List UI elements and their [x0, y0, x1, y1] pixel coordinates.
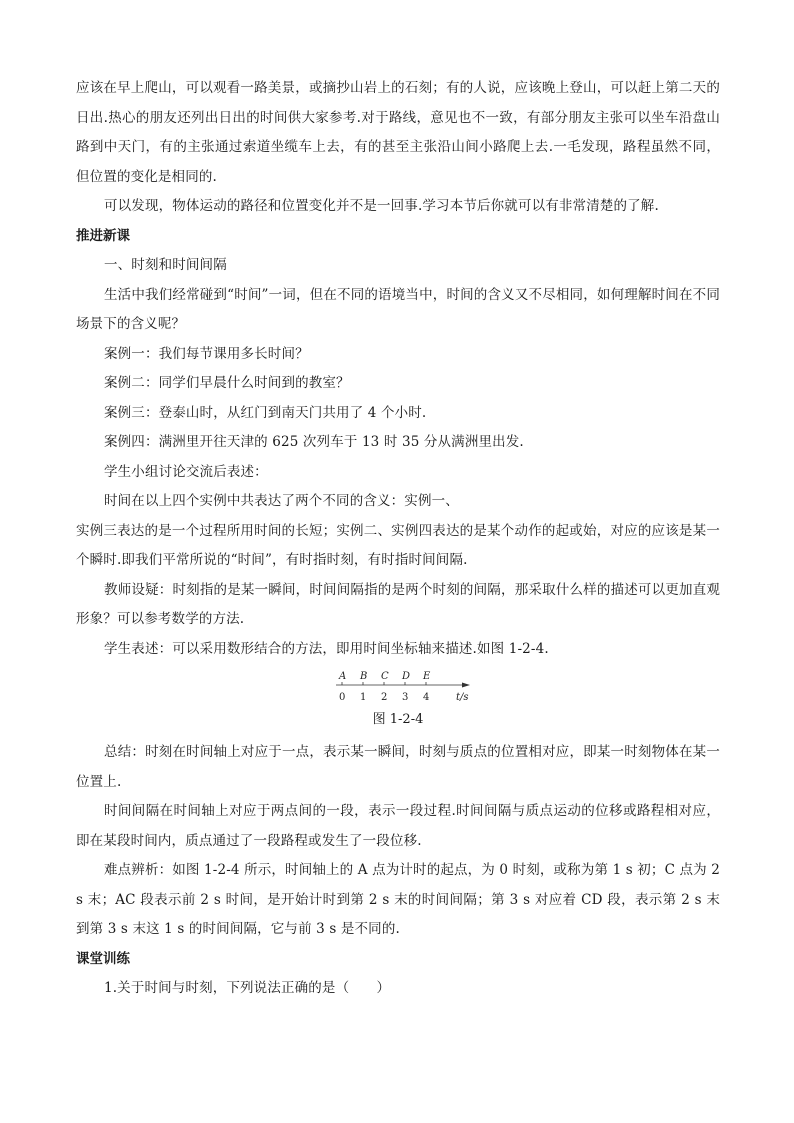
- axis-tick-label: 4: [423, 692, 430, 703]
- intro-paragraph-2: 可以发现，物体运动的路径和位置变化并不是一回事.学习本节后你就可以有非常清楚的了解.: [104, 198, 659, 214]
- summary-1: 总结：时刻在时间轴上对应于一点，表示某一瞬间，时刻与质点的位置相对应，即某一时刻物体在某一位置上.: [76, 744, 720, 790]
- life-paragraph: 生活中我们经常碰到“时间”一词，但在不同的语境当中，时间的含义又不尽相同，如何理解时间在不同场景下的含义呢？: [76, 286, 720, 332]
- axis-tick-label: 3: [402, 692, 409, 703]
- axis-tick-label: 1: [360, 692, 367, 703]
- teacher-question: 教师设疑：时刻指的是某一瞬间，时间间隔指的是两个时刻的间隔，那采取什么样的描述可以更加直观形象？可以参考数学的方法.: [76, 581, 720, 627]
- axis-point-label: C: [381, 671, 389, 682]
- axis-point-label: E: [423, 671, 431, 682]
- axis-tick-label: 2: [381, 692, 388, 703]
- student-answer: 学生表述：可以采用数形结合的方法，即用时间坐标轴来描述.如图 1-2-4.: [104, 640, 549, 657]
- question-1: 1.关于时间与时刻，下列说法正确的是（ ）: [104, 980, 391, 996]
- meaning-line-b: 实例三表达的是一个过程所用时间的长短；实例二、实例四表达的是某个动作的起或始，对应的应该是某一个瞬时.即我们平常所说的“时间”，有时指时刻，有时指时间间隔.: [76, 522, 720, 568]
- heading-new-lesson: 推进新课: [76, 227, 130, 244]
- figure-caption: 图 1-2-4: [372, 712, 424, 727]
- summary-2: 时间间隔在时间轴上对应于两点间的一段，表示一段过程.时间间隔与质点运动的位移或路程相对应，即在某段时间内，质点通过了一段路程或发生了一段位移.: [76, 803, 720, 849]
- difficult-point: 难点辨析：如图 1-2-4 所示，时间轴上的 A 点为计时的起点，为 0 时刻，或称为第 1 s 初；C 点为 2 s 末；AC 段表示前 2 s 时间，是开始计时到第 2 s 末的时间间隔；第 3 s 对应着 CD 段，表示第 2 s 末到第 3 s 末这 1 s 的时间间隔，它与前 3 s 是不同的.: [76, 862, 720, 937]
- case-2: 案例二：同学们早晨什么时间到的教室？: [104, 375, 350, 391]
- case-3: 案例三：登泰山时，从红门到南天门共用了 4 个小时.: [104, 404, 427, 421]
- time-axis-figure: [76, 666, 720, 708]
- axis-unit-label: t/s: [456, 692, 469, 703]
- meaning-line-a: 时间在以上四个实例中共表达了两个不同的含义：实例一、: [104, 493, 459, 509]
- axis-point-label: B: [360, 671, 368, 682]
- axis-arrow: [462, 683, 470, 688]
- intro-paragraph-1: 应该在早上爬山，可以观看一路美景，或摘抄山岩上的石刻；有的人说，应该晚上登山，可以赶上第二天的日出.热心的朋友还列出日出的时间供大家参考.对于路线，意见也不一致，有部分朋友主张可以坐车沿盘山路到中天门，有的主张通过索道坐缆车上去，有的甚至主张沿山间小路爬上去.一毛发现，路程虽然不同，但位置的变化是相同的.: [76, 80, 720, 185]
- case-4: 案例四：满洲里开往天津的 625 次列车于 13 时 35 分从满洲里出发.: [104, 434, 524, 450]
- axis-tick-label: 0: [339, 692, 346, 703]
- heading-class-training: 课堂训练: [76, 950, 130, 967]
- group-discussion: 学生小组讨论交流后表述：: [104, 463, 268, 480]
- axis-point-label: D: [402, 671, 411, 682]
- axis-point-label: A: [339, 671, 347, 682]
- case-1: 案例一：我们每节课用多长时间？: [104, 345, 309, 362]
- section-title-time: 一、时刻和时间间隔: [104, 257, 227, 273]
- time-axis-diagram: [336, 668, 476, 708]
